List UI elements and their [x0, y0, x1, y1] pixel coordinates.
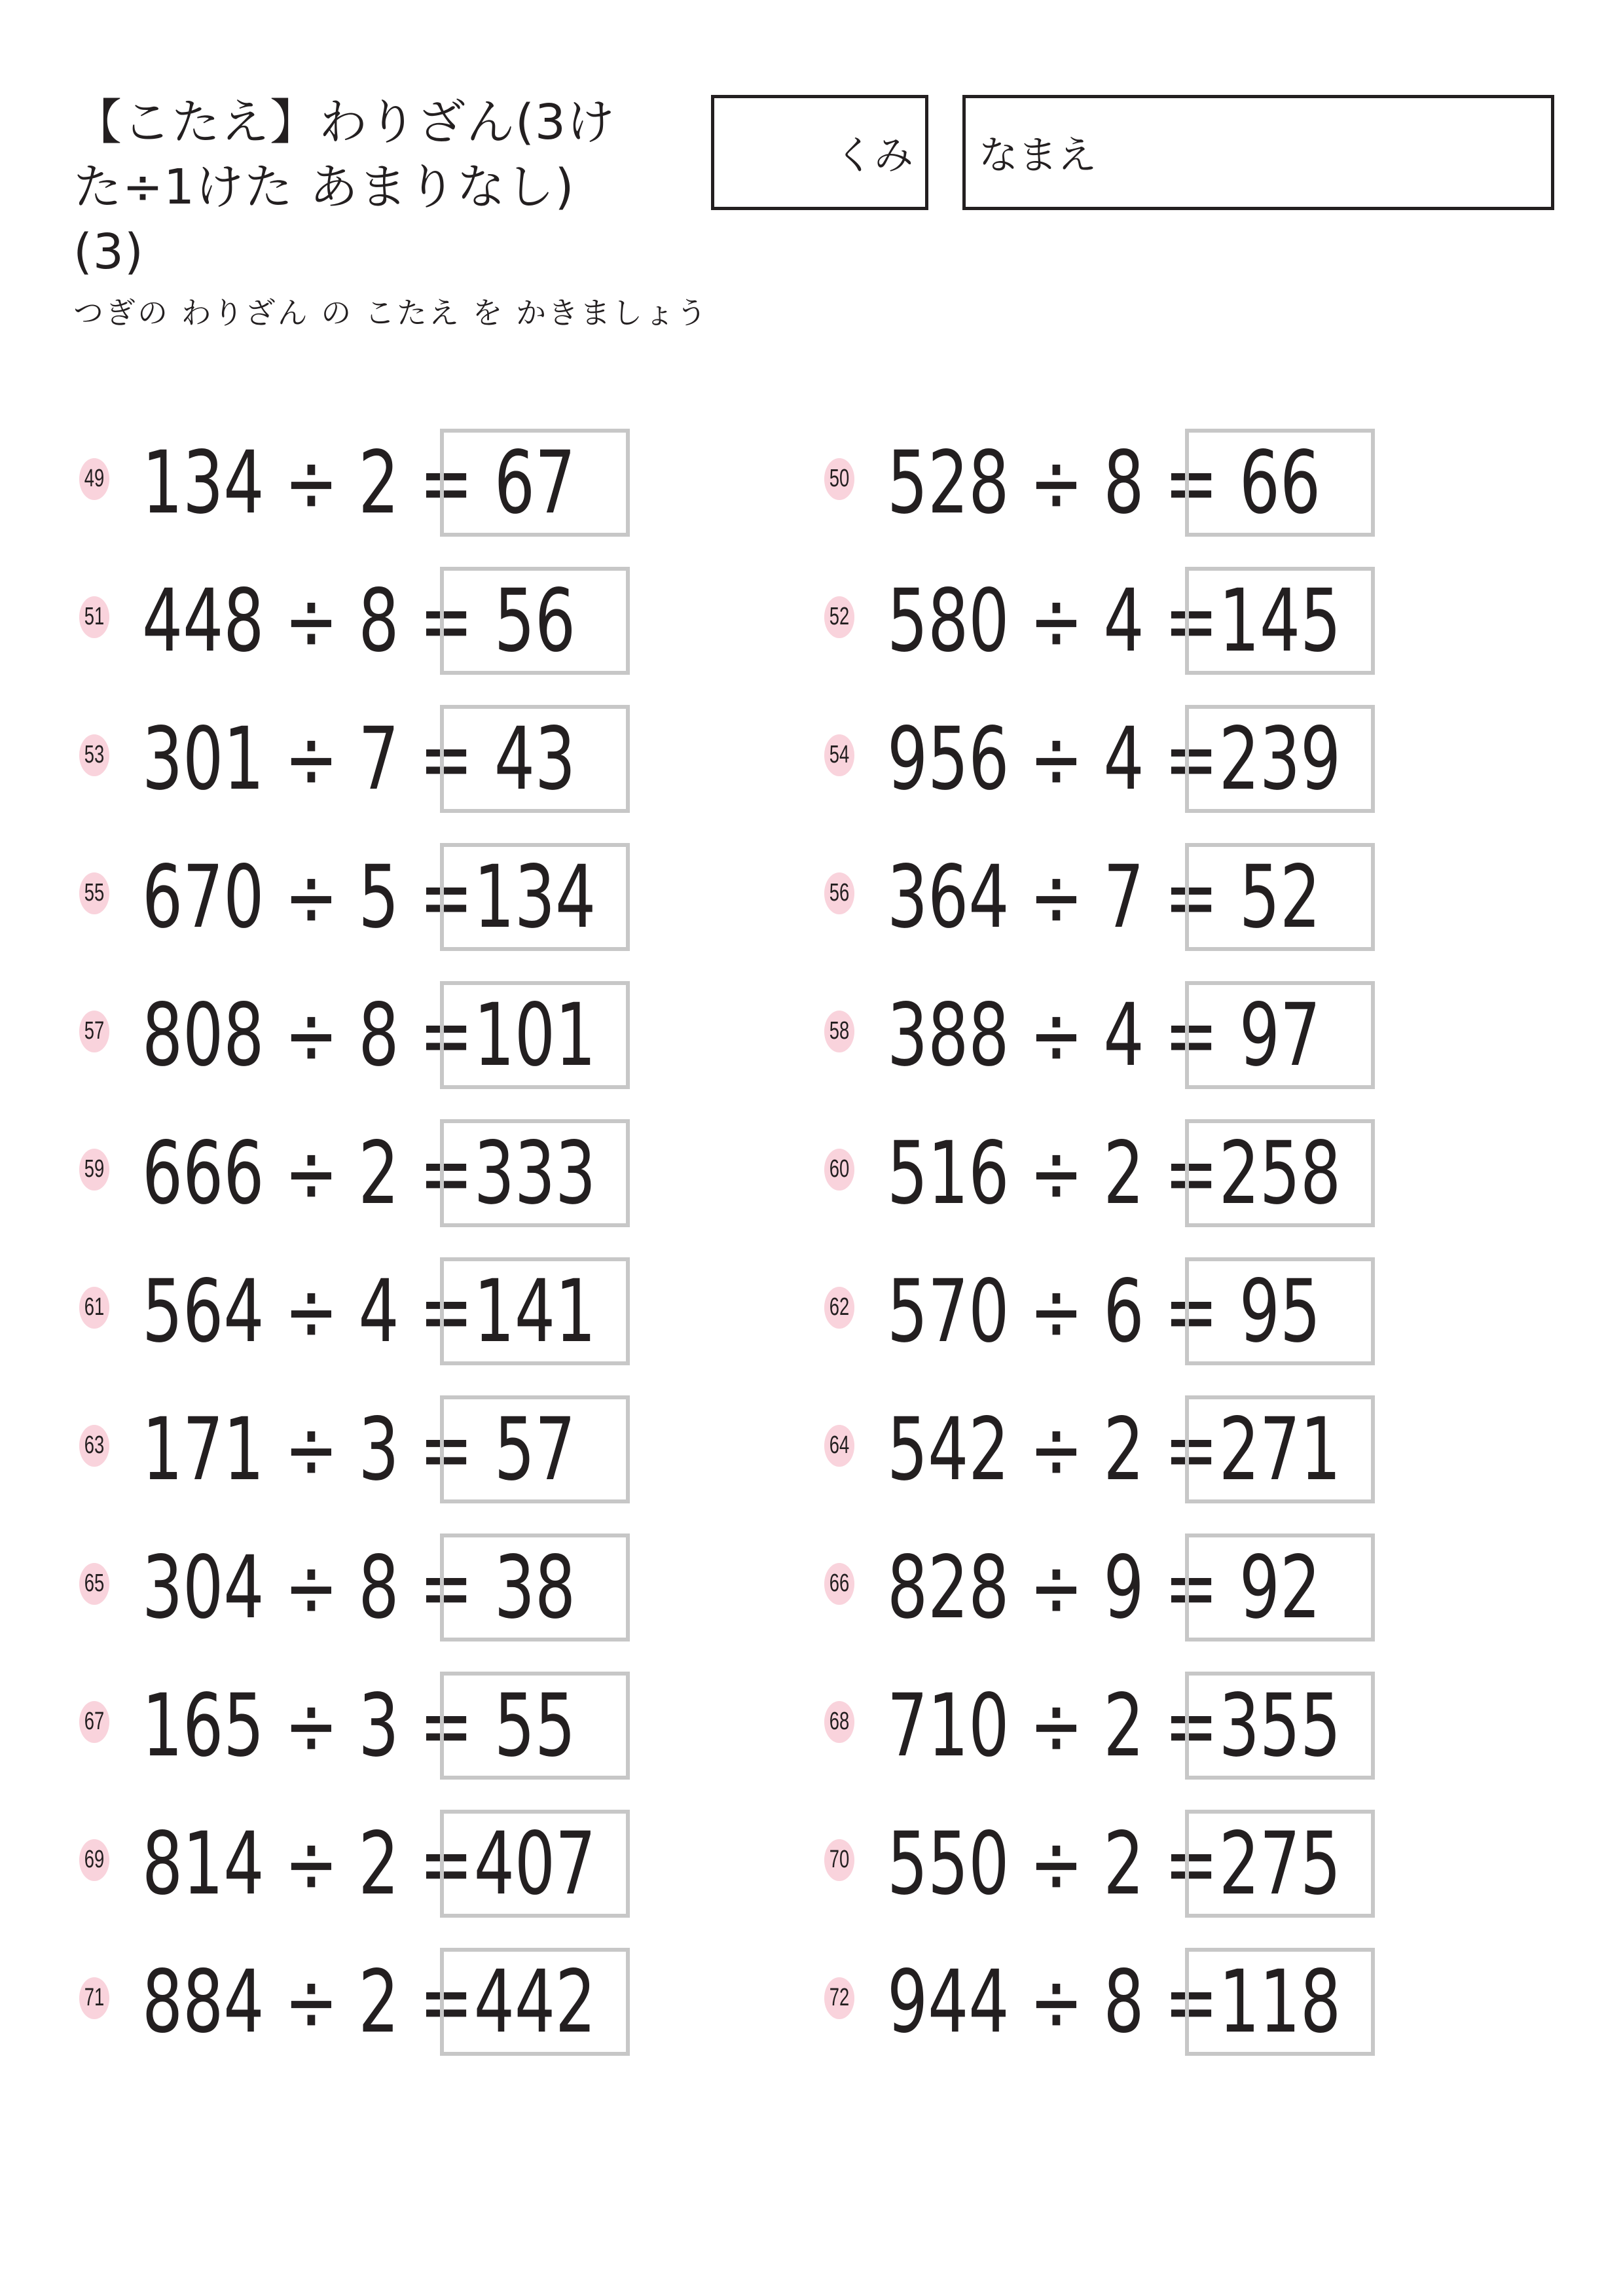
answer-box[interactable]	[1185, 1257, 1375, 1365]
answer-value: 97	[1239, 984, 1321, 1086]
instruction-text: つぎの わりざん の こたえ を かきましょう	[73, 295, 709, 331]
problem-number: 69	[79, 1839, 109, 1881]
answer-value: 145	[1218, 570, 1341, 672]
divisor: 2	[358, 432, 399, 533]
answer-value: 141	[473, 1261, 596, 1362]
divide-sign: ÷	[264, 1537, 359, 1638]
divisor: 2	[358, 1122, 399, 1224]
dividend: 564	[142, 1261, 264, 1362]
answer-box[interactable]	[1185, 705, 1375, 813]
divisor: 2	[1103, 1122, 1144, 1224]
answer-box[interactable]	[1185, 981, 1375, 1089]
divide-sign: ÷	[264, 1813, 359, 1914]
answer-box[interactable]	[440, 1534, 630, 1641]
division-expression	[887, 1675, 1218, 1776]
dividend: 304	[142, 1537, 264, 1638]
dividend: 570	[887, 1261, 1010, 1362]
division-expression	[142, 432, 473, 533]
equals-sign: =	[1144, 570, 1218, 672]
answer-box[interactable]	[440, 429, 630, 537]
divide-sign: ÷	[1009, 846, 1104, 948]
equals-sign: =	[1144, 1122, 1218, 1224]
divisor: 8	[1103, 432, 1144, 533]
division-expression	[142, 1399, 473, 1500]
divisor: 3	[358, 1399, 399, 1500]
problem-item	[73, 981, 636, 1089]
problem-number: 71	[79, 1977, 109, 2019]
problem-item	[818, 567, 1381, 675]
problem-item	[73, 567, 636, 675]
problem-number: 50	[824, 458, 854, 500]
class-label: くみ	[835, 133, 913, 179]
problem-number: 57	[79, 1011, 109, 1052]
divide-sign: ÷	[1009, 432, 1104, 533]
problem-item	[818, 981, 1381, 1089]
division-expression	[887, 1399, 1218, 1500]
equals-sign: =	[399, 1399, 473, 1500]
division-expression	[887, 984, 1218, 1086]
divide-sign: ÷	[264, 432, 359, 533]
equals-sign: =	[399, 1813, 473, 1914]
dividend: 808	[142, 984, 264, 1086]
dividend: 670	[142, 846, 264, 948]
equals-sign: =	[399, 1537, 473, 1638]
problem-item	[73, 705, 636, 813]
problem-number: 54	[824, 734, 854, 776]
answer-box[interactable]	[1185, 429, 1375, 537]
division-expression	[887, 432, 1218, 533]
divisor: 8	[358, 570, 399, 672]
worksheet-title	[73, 90, 663, 285]
equals-sign: =	[1144, 1675, 1218, 1776]
dividend: 364	[887, 846, 1010, 948]
answer-box[interactable]	[440, 567, 630, 675]
dividend: 448	[142, 570, 264, 672]
divide-sign: ÷	[1009, 570, 1104, 672]
answer-value: 134	[473, 846, 596, 948]
equals-sign: =	[1144, 708, 1218, 810]
answer-box[interactable]	[440, 981, 630, 1089]
equals-sign: =	[1144, 1261, 1218, 1362]
answer-box[interactable]	[1185, 1395, 1375, 1503]
dividend: 388	[887, 984, 1010, 1086]
answer-box[interactable]	[440, 1395, 630, 1503]
division-expression	[142, 1951, 473, 2053]
equals-sign: =	[399, 570, 473, 672]
dividend: 528	[887, 432, 1010, 533]
problem-item	[818, 843, 1381, 951]
division-expression	[887, 570, 1218, 672]
divisor: 8	[358, 984, 399, 1086]
division-expression	[887, 708, 1218, 810]
divisor: 8	[358, 1537, 399, 1638]
problem-item	[818, 1810, 1381, 1918]
divisor: 8	[1103, 1951, 1144, 2053]
problem-item	[818, 1534, 1381, 1641]
problem-item	[73, 1119, 636, 1227]
divide-sign: ÷	[264, 984, 359, 1086]
division-expression	[887, 1813, 1218, 1914]
problem-number: 65	[79, 1563, 109, 1605]
divisor: 2	[1103, 1399, 1144, 1500]
problem-item	[73, 1810, 636, 1918]
equals-sign: =	[399, 846, 473, 948]
divide-sign: ÷	[1009, 708, 1104, 810]
dividend: 165	[142, 1675, 264, 1776]
answer-value: 66	[1239, 432, 1321, 533]
problem-number: 70	[824, 1839, 854, 1881]
divisor: 4	[1103, 708, 1144, 810]
problem-item	[818, 705, 1381, 813]
divisor: 3	[358, 1675, 399, 1776]
dividend: 944	[887, 1951, 1010, 2053]
answer-box[interactable]	[1185, 1534, 1375, 1641]
problem-item	[73, 1534, 636, 1641]
dividend: 710	[887, 1675, 1010, 1776]
title-line-1: 【こたえ】わりざん(3け	[73, 94, 615, 151]
divide-sign: ÷	[1009, 1122, 1104, 1224]
answer-box[interactable]	[440, 1257, 630, 1365]
divisor: 7	[1103, 846, 1144, 948]
dividend: 134	[142, 432, 264, 533]
division-expression	[142, 1813, 473, 1914]
divisor: 2	[358, 1951, 399, 2053]
divisor: 4	[358, 1261, 399, 1362]
dividend: 884	[142, 1951, 264, 2053]
equals-sign: =	[399, 984, 473, 1086]
dividend: 956	[887, 708, 1010, 810]
problem-number: 64	[824, 1425, 854, 1467]
division-expression	[887, 1537, 1218, 1638]
divide-sign: ÷	[264, 1951, 359, 2053]
problem-item	[73, 1948, 636, 2056]
division-expression	[887, 1122, 1218, 1224]
problem-item	[73, 843, 636, 951]
divide-sign: ÷	[264, 846, 359, 948]
equals-sign: =	[399, 708, 473, 810]
problem-number: 72	[824, 1977, 854, 2019]
equals-sign: =	[1144, 1813, 1218, 1914]
answer-box[interactable]	[440, 1948, 630, 2056]
divide-sign: ÷	[1009, 1813, 1104, 1914]
divide-sign: ÷	[1009, 1675, 1104, 1776]
divide-sign: ÷	[1009, 1951, 1104, 2053]
divisor: 2	[1103, 1813, 1144, 1914]
divide-sign: ÷	[1009, 1261, 1104, 1362]
problem-number: 62	[824, 1287, 854, 1329]
equals-sign: =	[1144, 984, 1218, 1086]
division-expression	[887, 1261, 1218, 1362]
equals-sign: =	[1144, 1399, 1218, 1500]
dividend: 542	[887, 1399, 1010, 1500]
division-expression	[887, 846, 1218, 948]
divide-sign: ÷	[264, 1261, 359, 1362]
answer-box[interactable]	[1185, 1119, 1375, 1227]
division-expression	[142, 570, 473, 672]
division-expression	[142, 846, 473, 948]
dividend: 666	[142, 1122, 264, 1224]
problem-number: 63	[79, 1425, 109, 1467]
answer-box[interactable]	[1185, 843, 1375, 951]
divisor: 9	[1103, 1537, 1144, 1638]
divide-sign: ÷	[264, 570, 359, 672]
problem-item	[818, 1395, 1381, 1503]
dividend: 580	[887, 570, 1010, 672]
divisor: 6	[1103, 1261, 1144, 1362]
answer-value: 442	[473, 1951, 596, 2053]
divisor: 7	[358, 708, 399, 810]
problem-number: 67	[79, 1701, 109, 1743]
divide-sign: ÷	[1009, 984, 1104, 1086]
answer-value: 52	[1239, 846, 1321, 948]
answer-value: 333	[473, 1122, 596, 1224]
answer-value: 239	[1218, 708, 1341, 810]
division-expression	[142, 708, 473, 810]
problem-number: 58	[824, 1011, 854, 1052]
divide-sign: ÷	[264, 1122, 359, 1224]
problem-number: 51	[79, 596, 109, 638]
equals-sign: =	[1144, 432, 1218, 533]
answer-box[interactable]	[440, 1672, 630, 1780]
answer-value: 57	[494, 1399, 576, 1500]
answer-box[interactable]	[1185, 1948, 1375, 2056]
answer-box[interactable]	[440, 843, 630, 951]
dividend: 516	[887, 1122, 1010, 1224]
answer-value: 271	[1218, 1399, 1341, 1500]
divisor: 4	[1103, 984, 1144, 1086]
division-expression	[142, 1537, 473, 1638]
class-field[interactable]	[711, 95, 928, 210]
answer-value: 43	[494, 708, 576, 810]
problem-item	[818, 1948, 1381, 2056]
problem-number: 55	[79, 872, 109, 914]
equals-sign: =	[1144, 1951, 1218, 2053]
problem-number: 49	[79, 458, 109, 500]
answer-value: 275	[1218, 1813, 1341, 1914]
divide-sign: ÷	[264, 1399, 359, 1500]
equals-sign: =	[399, 1951, 473, 2053]
answer-value: 95	[1239, 1261, 1321, 1362]
answer-box[interactable]	[440, 1810, 630, 1918]
problem-number: 66	[824, 1563, 854, 1605]
answer-value: 67	[494, 432, 576, 533]
problem-item	[818, 1672, 1381, 1780]
divide-sign: ÷	[1009, 1537, 1104, 1638]
answer-box[interactable]	[440, 1119, 630, 1227]
equals-sign: =	[399, 1675, 473, 1776]
answer-value: 92	[1239, 1537, 1321, 1638]
division-expression	[142, 1122, 473, 1224]
dividend: 814	[142, 1813, 264, 1914]
problem-number: 68	[824, 1701, 854, 1743]
equals-sign: =	[399, 1122, 473, 1224]
equals-sign: =	[1144, 846, 1218, 948]
problem-number: 56	[824, 872, 854, 914]
problem-number: 60	[824, 1149, 854, 1191]
divisor: 5	[358, 846, 399, 948]
division-expression	[142, 984, 473, 1086]
title-line-2: た÷1けた あまりなし)	[73, 159, 575, 215]
answer-value: 258	[1218, 1122, 1341, 1224]
equals-sign: =	[399, 1261, 473, 1362]
equals-sign: =	[399, 432, 473, 533]
problem-item	[818, 1257, 1381, 1365]
dividend: 550	[887, 1813, 1010, 1914]
problem-item	[818, 1119, 1381, 1227]
answer-box[interactable]	[440, 705, 630, 813]
problem-item	[73, 1395, 636, 1503]
problem-number: 61	[79, 1287, 109, 1329]
answer-value: 101	[473, 984, 596, 1086]
title-line-3: (3)	[73, 224, 144, 280]
divide-sign: ÷	[1009, 1399, 1104, 1500]
problem-item	[818, 429, 1381, 537]
divide-sign: ÷	[264, 1675, 359, 1776]
answer-box[interactable]	[1185, 1672, 1375, 1780]
answer-value: 407	[473, 1813, 596, 1914]
answer-box[interactable]	[1185, 1810, 1375, 1918]
dividend: 301	[142, 708, 264, 810]
problem-item	[73, 429, 636, 537]
divisor: 2	[358, 1813, 399, 1914]
problem-item	[73, 1257, 636, 1365]
problem-item	[73, 1672, 636, 1780]
name-field[interactable]	[962, 95, 1554, 210]
divide-sign: ÷	[264, 708, 359, 810]
dividend: 171	[142, 1399, 264, 1500]
equals-sign: =	[1144, 1537, 1218, 1638]
answer-value: 56	[494, 570, 576, 672]
answer-value: 355	[1218, 1675, 1341, 1776]
problem-number: 53	[79, 734, 109, 776]
dividend: 828	[887, 1537, 1010, 1638]
division-expression	[142, 1675, 473, 1776]
divisor: 4	[1103, 570, 1144, 672]
division-expression	[887, 1951, 1218, 2053]
answer-value: 38	[494, 1537, 576, 1638]
answer-value: 118	[1218, 1951, 1341, 2053]
divisor: 2	[1103, 1675, 1144, 1776]
problem-number: 59	[79, 1149, 109, 1191]
division-expression	[142, 1261, 473, 1362]
answer-box[interactable]	[1185, 567, 1375, 675]
name-label: なまえ	[979, 133, 1097, 179]
problem-number: 52	[824, 596, 854, 638]
answer-value: 55	[494, 1675, 576, 1776]
